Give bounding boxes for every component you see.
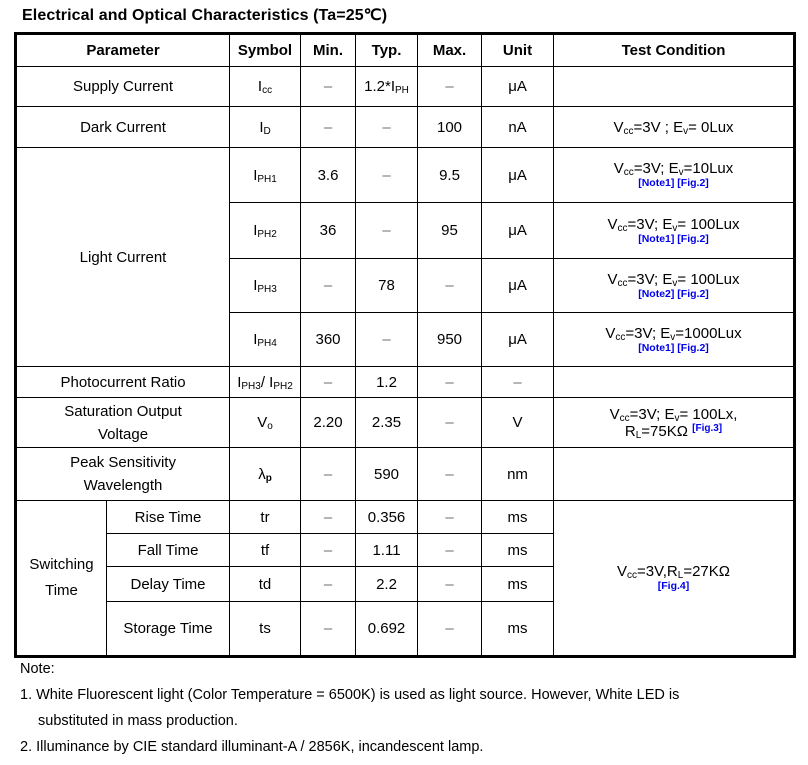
tc-switching-time: $V_{cc}=3V,R_L=27K\Omega$ [Fig.4]	[554, 501, 795, 657]
tc-dark-current: $V_{cc}=3V$ ; $E_v= 0Lux$	[554, 107, 795, 148]
row-saturation-output-voltage	[16, 398, 795, 448]
param-dark-current: Dark Current	[16, 107, 230, 148]
note-ref-iph2: [Note1] [Fig.2]	[638, 232, 709, 245]
note-1-line-2: substituted in mass production.	[38, 713, 238, 729]
param-peak-sensitivity-wavelength: Peak Sensitivity Wavelength	[16, 448, 230, 501]
param-photocurrent-ratio: Photocurrent Ratio	[16, 367, 230, 398]
param-switching-time: Switching Time	[16, 501, 107, 657]
header-typ: Typ.	[356, 34, 418, 67]
row-supply-current	[16, 67, 795, 107]
tc-photocurrent-ratio	[554, 367, 795, 398]
min-supply-current: –	[301, 67, 356, 107]
row-light-current-iph1	[16, 148, 795, 203]
fig-ref-switching: [Fig.4]	[657, 580, 690, 592]
typ-iph1: –	[356, 148, 418, 203]
tc-vo: $V_{cc}=3V$; $E_v= 100Lx$, $R_L=75K\Omega$ [Fig.3]	[554, 398, 795, 448]
max-ts: –	[418, 602, 482, 657]
unit-tf: ms	[482, 534, 554, 567]
note-label: Note:	[20, 661, 55, 677]
unit-iph2: μA	[482, 203, 554, 259]
note-ref-iph1: [Note1] [Fig.2]	[638, 177, 709, 189]
min-iph1: 3.6	[301, 148, 356, 203]
symbol-vo: $V_o$	[230, 398, 301, 448]
unit-lambda-p: nm	[482, 448, 554, 501]
symbol-supply-current: $I_{cc}$	[230, 67, 301, 107]
symbol-iph2: $I_{PH2}$	[230, 203, 301, 259]
unit-iph1: μA	[482, 148, 554, 203]
unit-td: ms	[482, 567, 554, 602]
max-vo: –	[418, 398, 482, 448]
header-min: Min.	[301, 34, 356, 67]
symbol-tf: tf	[230, 534, 301, 567]
note-2: 2. Illuminance by CIE standard illuminant-A / 2856K, incandescent lamp.	[20, 739, 484, 755]
unit-iph3: μA	[482, 259, 554, 313]
max-td: –	[418, 567, 482, 602]
header-test-condition: Test Condition	[554, 34, 795, 67]
tc-iph2: $V_{cc}=3V$; $E_v= 100Lux$ [Note1] [Fig.2]	[554, 203, 795, 259]
max-iph4: 950	[418, 313, 482, 367]
typ-td: 2.2	[356, 567, 418, 602]
typ-lambda-p: 590	[356, 448, 418, 501]
fig-ref-vo: [Fig.3]	[692, 422, 723, 434]
typ-photocurrent-ratio: 1.2	[356, 367, 418, 398]
typ-dark-current: –	[356, 107, 418, 148]
symbol-iph1: $I_{PH1}$	[230, 148, 301, 203]
min-ts: –	[301, 602, 356, 657]
min-iph3: –	[301, 259, 356, 313]
symbol-iph3: $I_{PH3}$	[230, 259, 301, 313]
header-max: Max.	[418, 34, 482, 67]
unit-iph4: μA	[482, 313, 554, 367]
header-symbol: Symbol	[230, 34, 301, 67]
param-saturation-output-voltage: Saturation Output Voltage	[16, 398, 230, 448]
unit-supply-current: μA	[482, 67, 554, 107]
note-1-line-1: 1. White Fluorescent light (Color Temperature = 6500K) is used as light source. However, White LED is	[20, 687, 680, 703]
characteristics-table	[14, 32, 796, 658]
min-td: –	[301, 567, 356, 602]
min-iph2: 36	[301, 203, 356, 259]
symbol-ts: ts	[230, 602, 301, 657]
subparam-rise-time: Rise Time	[107, 501, 230, 534]
max-photocurrent-ratio: –	[418, 367, 482, 398]
symbol-tr: tr	[230, 501, 301, 534]
symbol-iph4: $I_{PH4}$	[230, 313, 301, 367]
symbol-td: td	[230, 567, 301, 602]
typ-vo: 2.35	[356, 398, 418, 448]
min-iph4: 360	[301, 313, 356, 367]
header-parameter: Parameter	[16, 34, 230, 67]
max-iph3: –	[418, 259, 482, 313]
typ-iph4: –	[356, 313, 418, 367]
min-lambda-p: –	[301, 448, 356, 501]
row-rise-time	[16, 501, 795, 534]
max-iph2: 95	[418, 203, 482, 259]
tc-lambda-p	[554, 448, 795, 501]
unit-tr: ms	[482, 501, 554, 534]
typ-ts: 0.692	[356, 602, 418, 657]
max-iph1: 9.5	[418, 148, 482, 203]
min-vo: 2.20	[301, 398, 356, 448]
subparam-delay-time: Delay Time	[107, 567, 230, 602]
min-dark-current: –	[301, 107, 356, 148]
max-dark-current: 100	[418, 107, 482, 148]
tc-iph4: $V_{cc}=3V$; $E_v=1000Lux$ [Note1] [Fig.2]	[554, 313, 795, 367]
tc-iph3: $V_{cc}=3V$; $E_v= 100Lux$ [Note2] [Fig.2]	[554, 259, 795, 313]
unit-ts: ms	[482, 602, 554, 657]
min-photocurrent-ratio: –	[301, 367, 356, 398]
symbol-photocurrent-ratio: $I_{PH3}/$ $I_{PH2}$	[230, 367, 301, 398]
symbol-lambda-p: $\lambda_p$	[230, 448, 301, 501]
note-ref-iph4: [Note1] [Fig.2]	[638, 341, 709, 354]
param-light-current: Light Current	[16, 148, 230, 367]
min-tf: –	[301, 534, 356, 567]
max-lambda-p: –	[418, 448, 482, 501]
page-title: Electrical and Optical Characteristics (Ta=25℃)	[22, 7, 388, 24]
typ-tf: 1.11	[356, 534, 418, 567]
typ-iph2: –	[356, 203, 418, 259]
typ-tr: 0.356	[356, 501, 418, 534]
unit-photocurrent-ratio: –	[482, 367, 554, 398]
row-peak-sensitivity-wavelength	[16, 448, 795, 501]
row-dark-current	[16, 107, 795, 148]
param-supply-current: Supply Current	[16, 67, 230, 107]
max-tf: –	[418, 534, 482, 567]
max-supply-current: –	[418, 67, 482, 107]
min-tr: –	[301, 501, 356, 534]
unit-dark-current: nA	[482, 107, 554, 148]
footnotes	[20, 661, 679, 765]
tc-iph1: $V_{cc}=3V$; $E_v=10Lux$ [Note1] [Fig.2]	[554, 148, 795, 203]
subparam-storage-time: Storage Time	[107, 602, 230, 657]
max-tr: –	[418, 501, 482, 534]
symbol-dark-current: $I_D$	[230, 107, 301, 148]
subparam-fall-time: Fall Time	[107, 534, 230, 567]
header-unit: Unit	[482, 34, 554, 67]
typ-iph3: 78	[356, 259, 418, 313]
header-row	[16, 34, 795, 67]
row-photocurrent-ratio	[16, 367, 795, 398]
tc-supply-current	[554, 67, 795, 107]
unit-vo: V	[482, 398, 554, 448]
typ-supply-current: $1.2*I_{PH}$	[356, 67, 418, 107]
note-ref-iph3: [Note2] [Fig.2]	[638, 287, 709, 300]
